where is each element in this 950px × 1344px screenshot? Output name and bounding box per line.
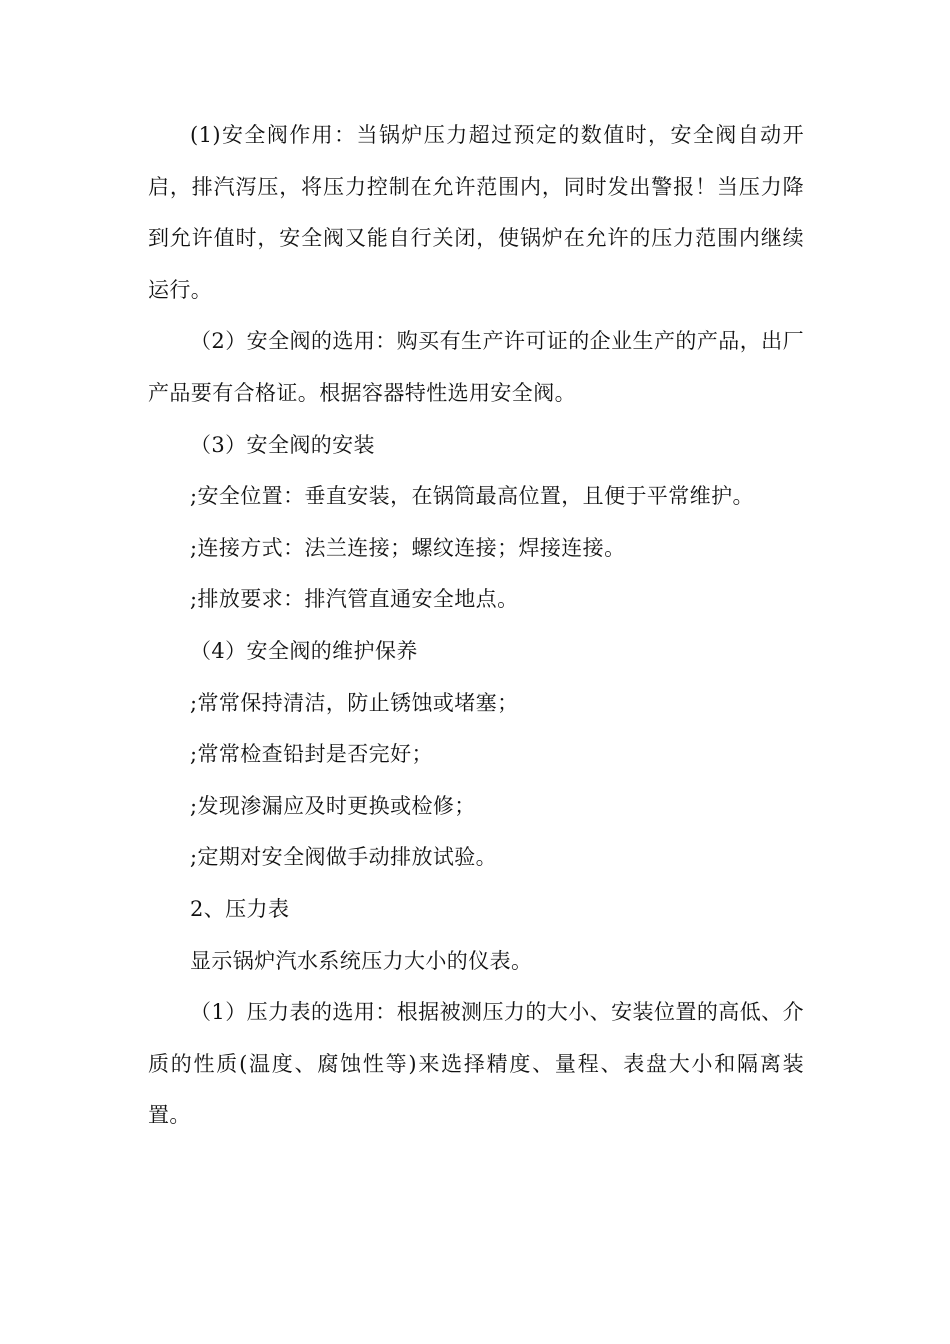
paragraph-safety-valve-function: (1)安全阀作用：当锅炉压力超过预定的数值时，安全阀自动开启，排汽泻压，将压力控制在允许范围内，同时发出警报！当压力降到允许值时，安全阀又能自行关闭，使锅炉在允许的压力范围内继续运行。 (148, 123, 804, 302)
paragraph-check-seal: ;常常检查铅封是否完好； (190, 742, 433, 767)
paragraph-installation-position: ;安全位置：垂直安装，在锅筒最高位置，且便于平常维护。 (190, 484, 754, 509)
paragraph-pressure-gauge-selection: （1）压力表的选用：根据被测压力的大小、安装位置的高低、介质的性质(温度、腐蚀性等)来选择精度、量程、表盘大小和隔离装置。 (148, 1000, 804, 1128)
paragraph-pressure-gauge-definition: 显示锅炉汽水系统压力大小的仪表。 (190, 948, 533, 973)
paragraph-manual-test: ;定期对安全阀做手动排放试验。 (190, 845, 498, 870)
paragraph-safety-valve-selection: （2）安全阀的选用：购买有生产许可证的企业生产的产品，出厂产品要有合格证。根据容器特性选用安全阀。 (148, 329, 804, 405)
paragraph-safety-valve-installation-heading: （3）安全阀的安装 (190, 432, 375, 457)
paragraph-leak-repair: ;发现渗漏应及时更换或检修； (190, 793, 476, 818)
paragraph-connection-method: ;连接方式：法兰连接；螺纹连接；焊接连接。 (190, 535, 626, 560)
paragraph-maintenance-heading: （4）安全阀的维护保养 (190, 638, 418, 663)
paragraph-pressure-gauge-heading: 2、压力表 (190, 896, 290, 921)
paragraph-keep-clean: ;常常保持清洁，防止锈蚀或堵塞； (190, 690, 519, 715)
document-body (148, 110, 804, 1142)
paragraph-discharge-requirement: ;排放要求：排汽管直通安全地点。 (190, 587, 519, 612)
